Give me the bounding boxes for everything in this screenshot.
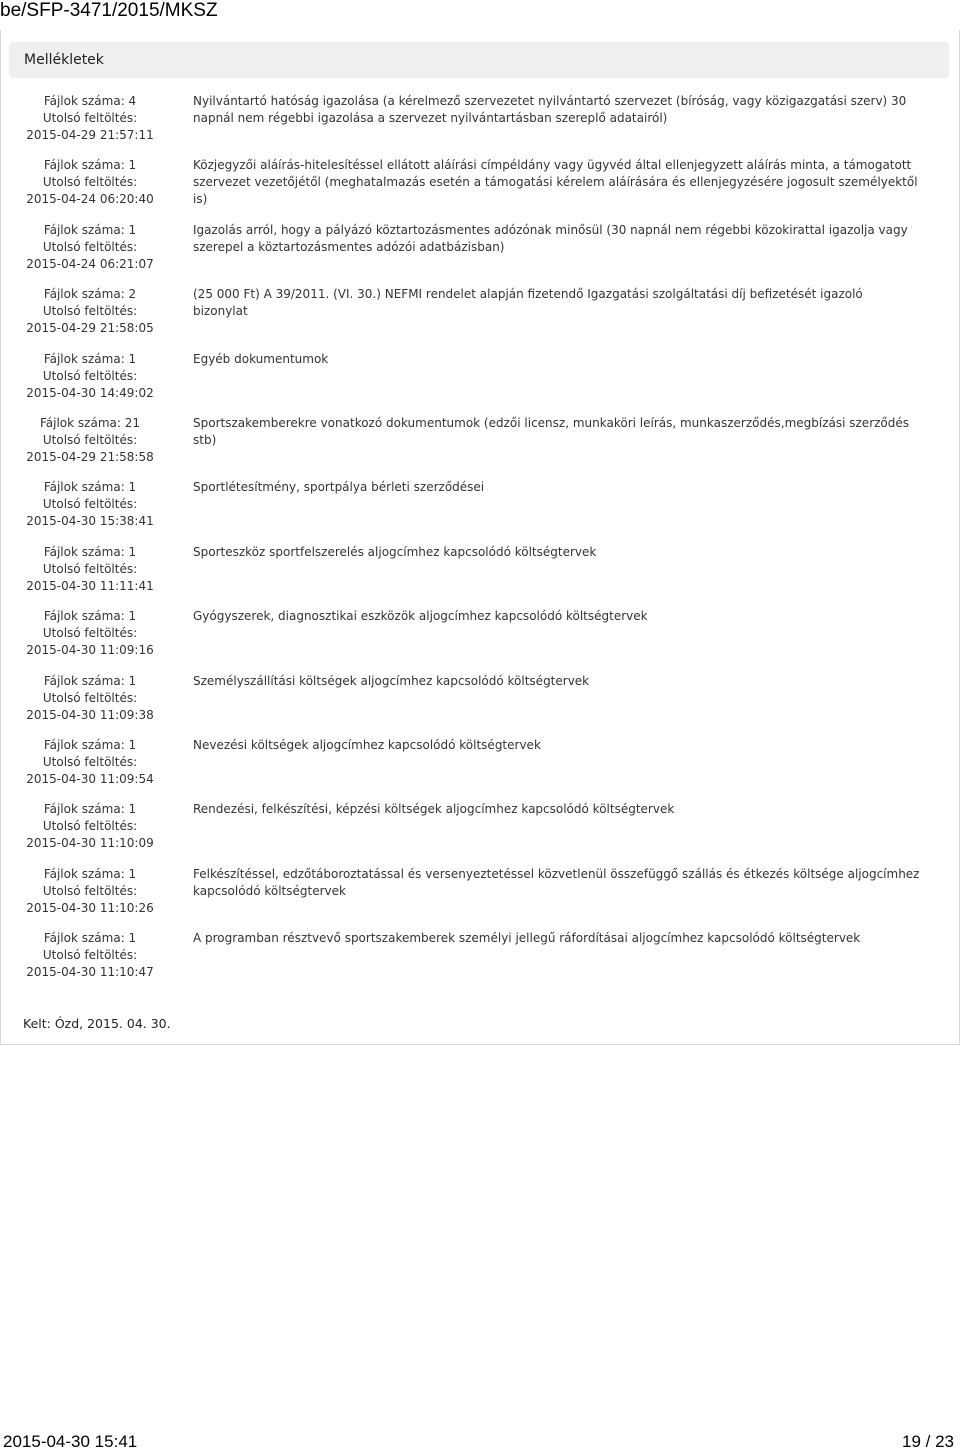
file-count: Fájlok száma: 2 xyxy=(43,287,137,302)
page-number: 19 / 23 xyxy=(902,1432,954,1451)
last-upload-label: Utolsó feltöltés: xyxy=(42,883,138,898)
last-upload-date: 2015-04-30 11:10:47 xyxy=(26,965,154,980)
last-upload-date: 2015-04-29 21:58:58 xyxy=(26,449,154,464)
last-upload-label: Utolsó feltöltés: xyxy=(42,690,138,705)
file-count: Fájlok száma: 1 xyxy=(43,866,137,881)
last-upload-date: 2015-04-29 21:57:11 xyxy=(26,128,154,142)
attachment-row xyxy=(0,608,960,672)
attachment-row xyxy=(0,157,960,221)
last-upload-date: 2015-04-30 11:10:26 xyxy=(26,900,154,915)
attachment-meta xyxy=(0,157,180,208)
attachment-meta xyxy=(0,479,180,530)
attachment-row xyxy=(0,673,960,737)
attachment-row xyxy=(0,930,960,994)
attachment-meta xyxy=(0,222,180,273)
attachment-meta xyxy=(0,351,180,402)
attachment-description: Nyilvántartó hatóság igazolása (a kérelmező szervezetet nyilvántartó szervezet (bíróság, vagy közigazgatási szerv) 30 napnál nem régebbi igazolása a szervezet nyilvántartásban szereplő adatairól) xyxy=(193,94,907,125)
attachment-row xyxy=(0,866,960,930)
last-upload-label: Utolsó feltöltés: xyxy=(42,626,138,641)
section-header-bar xyxy=(9,42,949,78)
last-upload-label: Utolsó feltöltés: xyxy=(42,111,138,125)
document-id-header: be/SFP-3471/2015/MKSZ xyxy=(0,0,218,21)
last-upload-date: 2015-04-30 11:09:16 xyxy=(26,643,154,658)
attachment-description: Sporteszköz sportfelszerelés aljogcímhez kapcsolódó költségtervek xyxy=(193,544,597,559)
attachment-row xyxy=(0,415,960,479)
attachment-description: A programban résztvevő sportszakemberek személyi jellegű ráfordításai aljogcímhez kapcsolódó költségtervek xyxy=(193,931,861,946)
file-count: Fájlok száma: 1 xyxy=(43,222,137,237)
attachment-description: Nevezési költségek aljogcímhez kapcsolódó költségtervek xyxy=(193,737,541,752)
last-upload-label: Utolsó feltöltés: xyxy=(42,239,138,254)
last-upload-date: 2015-04-30 11:11:41 xyxy=(26,578,154,593)
file-count: Fájlok száma: 21 xyxy=(39,415,140,430)
section-title: Mellékletek xyxy=(24,52,104,68)
attachment-row xyxy=(0,93,960,157)
last-upload-date: 2015-04-30 11:10:09 xyxy=(26,836,154,851)
attachment-description: Sportlétesítmény, sportpálya bérleti szerződései xyxy=(193,480,485,495)
print-timestamp: 2015-04-30 15:41 xyxy=(3,1432,138,1451)
attachment-description: Közjegyzői aláírás-hitelesítéssel ellátott aláírási címpéldány vagy ügyvéd által ellenjegyzett aláírás minta, a támogatott szervezet vezetőjétől (meghatalmazás esetén a támogatási kérelem aláírására és ellenjegyzésére jogosult személyektől is) xyxy=(193,158,918,207)
last-upload-label: Utolsó feltöltés: xyxy=(42,432,138,447)
last-upload-date: 2015-04-24 06:21:07 xyxy=(26,256,154,271)
attachment-row xyxy=(0,286,960,350)
attachment-meta xyxy=(0,415,180,466)
attachment-row xyxy=(0,479,960,543)
last-upload-date: 2015-04-30 14:49:02 xyxy=(26,385,154,400)
last-upload-date: 2015-04-30 11:09:54 xyxy=(26,771,154,786)
file-count: Fájlok száma: 1 xyxy=(43,351,137,366)
last-upload-label: Utolsó feltöltés: xyxy=(42,754,138,769)
attachment-meta xyxy=(0,866,180,917)
attachment-meta xyxy=(0,608,180,659)
attachment-description: Sportszakemberekre vonatkozó dokumentumok (edzői licensz, munkaköri leírás, munkaszerződés,megbízási szerződés stb) xyxy=(193,415,910,447)
last-upload-label: Utolsó feltöltés: xyxy=(42,497,138,512)
file-count: Fájlok száma: 1 xyxy=(43,737,137,752)
last-upload-date: 2015-04-30 11:09:38 xyxy=(26,707,154,722)
last-upload-label: Utolsó feltöltés: xyxy=(42,948,138,963)
last-upload-date: 2015-04-30 15:38:41 xyxy=(26,514,154,529)
attachment-description: Egyéb dokumentumok xyxy=(193,351,329,366)
last-upload-label: Utolsó feltöltés: xyxy=(42,304,138,319)
attachment-meta xyxy=(0,930,180,981)
file-count: Fájlok száma: 1 xyxy=(43,609,137,624)
attachment-description: Rendezési, felkészítési, képzési költségek aljogcímhez kapcsolódó költségtervek xyxy=(193,802,675,817)
attachment-description: (25 000 Ft) A 39/2011. (VI. 30.) NEFMI rendelet alapján fizetendő Igazgatási szolgáltatási díj befizetését igazoló bizonylat xyxy=(193,287,863,319)
last-upload-label: Utolsó feltöltés: xyxy=(42,819,138,834)
signature-place-date: Kelt: Ózd, 2015. 04. 30. xyxy=(23,1016,171,1031)
last-upload-date: 2015-04-24 06:20:40 xyxy=(26,192,154,207)
last-upload-date: 2015-04-29 21:58:05 xyxy=(26,321,154,336)
file-count: Fájlok száma: 1 xyxy=(43,544,137,559)
attachment-row xyxy=(0,801,960,865)
last-upload-label: Utolsó feltöltés: xyxy=(42,561,138,576)
attachment-row xyxy=(0,737,960,801)
attachment-meta xyxy=(0,286,180,337)
attachment-row xyxy=(0,351,960,415)
file-count: Fájlok száma: 1 xyxy=(43,480,137,495)
last-upload-label: Utolsó feltöltés: xyxy=(42,368,138,383)
last-upload-label: Utolsó feltöltés: xyxy=(42,175,138,190)
attachment-description: Személyszállítási költségek aljogcímhez kapcsolódó költségtervek xyxy=(193,673,590,688)
attachments-list xyxy=(0,93,960,994)
attachment-description: Felkészítéssel, edzőtáboroztatással és versenyeztetéssel közvetlenül összefüggő szállás és étkezés költsége aljogcímhez kapcsolódó költségtervek xyxy=(193,866,920,898)
attachment-meta xyxy=(0,673,180,724)
attachment-meta xyxy=(0,737,180,788)
attachment-meta xyxy=(0,801,180,852)
file-count: Fájlok száma: 1 xyxy=(43,158,137,173)
attachment-row xyxy=(0,544,960,608)
file-count: Fájlok száma: 1 xyxy=(43,802,137,817)
attachment-meta xyxy=(0,93,180,144)
attachment-row xyxy=(0,222,960,286)
attachment-meta xyxy=(0,544,180,595)
file-count: Fájlok száma: 4 xyxy=(43,94,137,108)
attachment-description: Igazolás arról, hogy a pályázó köztartozásmentes adózónak minősül (30 napnál nem régebbi közokirattal igazolja vagy szerepel a köztartozásmentes adózói adatbázisban) xyxy=(193,222,908,254)
attachment-description: Gyógyszerek, diagnosztikai eszközök aljogcímhez kapcsolódó költségtervek xyxy=(193,609,648,624)
file-count: Fájlok száma: 1 xyxy=(43,673,137,688)
file-count: Fájlok száma: 1 xyxy=(43,931,137,946)
